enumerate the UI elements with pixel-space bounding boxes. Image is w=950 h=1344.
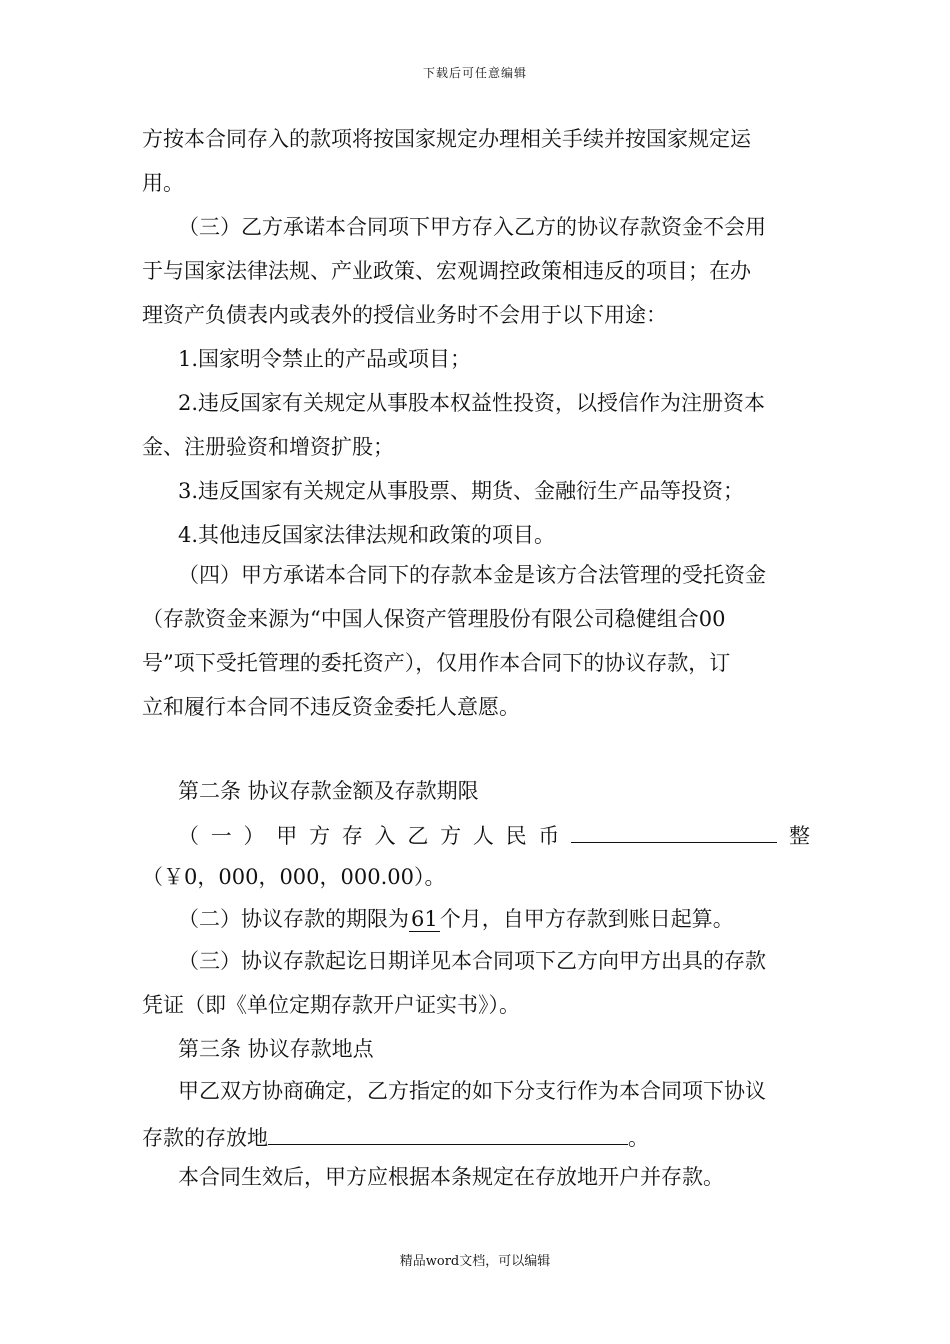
clause-char: 方: [440, 824, 462, 848]
list-item-continued: 金、注册验资和增资扩股；: [142, 435, 394, 459]
clause-text: （二）协议存款的期限为: [178, 907, 409, 931]
paragraph-line: 立和履行本合同不违反资金委托人意愿。: [142, 695, 520, 719]
clause-char: 人: [472, 824, 494, 848]
article-3-title: 第三条 协议存款地点: [178, 1037, 374, 1061]
clause-char: （: [178, 824, 199, 848]
list-item: 2.违反国家有关规定从事股本权益性投资，以授信作为注册资本: [178, 391, 766, 415]
clause-char: 乙: [407, 824, 429, 848]
paragraph-line: （四）甲方承诺本合同下的存款本金是该方合法管理的受托资金: [178, 563, 766, 587]
clause-char: 一: [210, 824, 232, 848]
paragraph-line: 甲乙双方协商确定，乙方指定的如下分支行作为本合同项下协议: [178, 1079, 766, 1103]
list-item: 1.国家明令禁止的产品或项目；: [178, 347, 472, 371]
clause-char: ）: [243, 824, 265, 848]
paragraph-line: 于与国家法律法规、产业政策、宏观调控政策相违反的项目；在办: [142, 259, 751, 283]
paragraph-line: [142, 1120, 649, 1153]
article-2-title: 第二条 协议存款金额及存款期限: [178, 779, 479, 803]
clause-char: 民: [505, 824, 527, 848]
paragraph-line: （三）协议存款起讫日期详见本合同项下乙方向甲方出具的存款: [178, 949, 766, 973]
paragraph-line: 理资产负债表内或表外的授信业务时不会用于以下用途：: [142, 303, 667, 327]
paragraph-line: （三）乙方承诺本合同项下甲方存入乙方的协议存款资金不会用: [178, 215, 766, 239]
clause-char: 入: [374, 824, 396, 848]
paragraph-line: 号”项下受托管理的委托资产），仅用作本合同下的协议存款，订: [142, 651, 731, 675]
paragraph-line: 本合同生效后，甲方应根据本条规定在存放地开户并存款。: [178, 1165, 724, 1189]
clause-char: 币: [538, 824, 560, 848]
clause-char: 甲: [276, 824, 298, 848]
clause-text: 个月，自甲方存款到账日起算。: [439, 907, 734, 931]
paragraph-line: 用。: [142, 171, 184, 195]
paragraph-line: （存款资金来源为“中国人保资产管理股份有限公司稳健组合00: [142, 607, 726, 631]
paragraph-line: 凭证（即《单位定期存款开户证实书》）。: [142, 993, 520, 1017]
paragraph-line: 方按本合同存入的款项将按国家规定办理相关手续并按国家规定运: [142, 127, 751, 151]
page-footer: 精品word文档，可以编辑: [399, 1254, 551, 1269]
clause-char: 方: [309, 824, 331, 848]
list-item: 4.其他违反国家法律法规和政策的项目。: [178, 523, 556, 547]
amount-figure: （￥0，000，000，000.00）。: [142, 865, 446, 889]
clause-char: 存: [341, 824, 363, 848]
page-header: 下载后可任意编辑: [422, 66, 527, 80]
article-2-clause-1: [178, 818, 810, 851]
list-item: 3.违反国家有关规定从事股票、期货、金融衍生产品等投资；: [178, 479, 745, 503]
article-2-clause-2: [178, 904, 734, 934]
clause-text: 存款的存放地: [142, 1126, 268, 1150]
deposit-place-blank-field[interactable]: [268, 1120, 628, 1145]
clause-text: 。: [628, 1126, 649, 1150]
amount-blank-field[interactable]: [571, 818, 777, 843]
months-value[interactable]: 61: [411, 907, 438, 931]
clause-char: 整: [788, 824, 810, 848]
